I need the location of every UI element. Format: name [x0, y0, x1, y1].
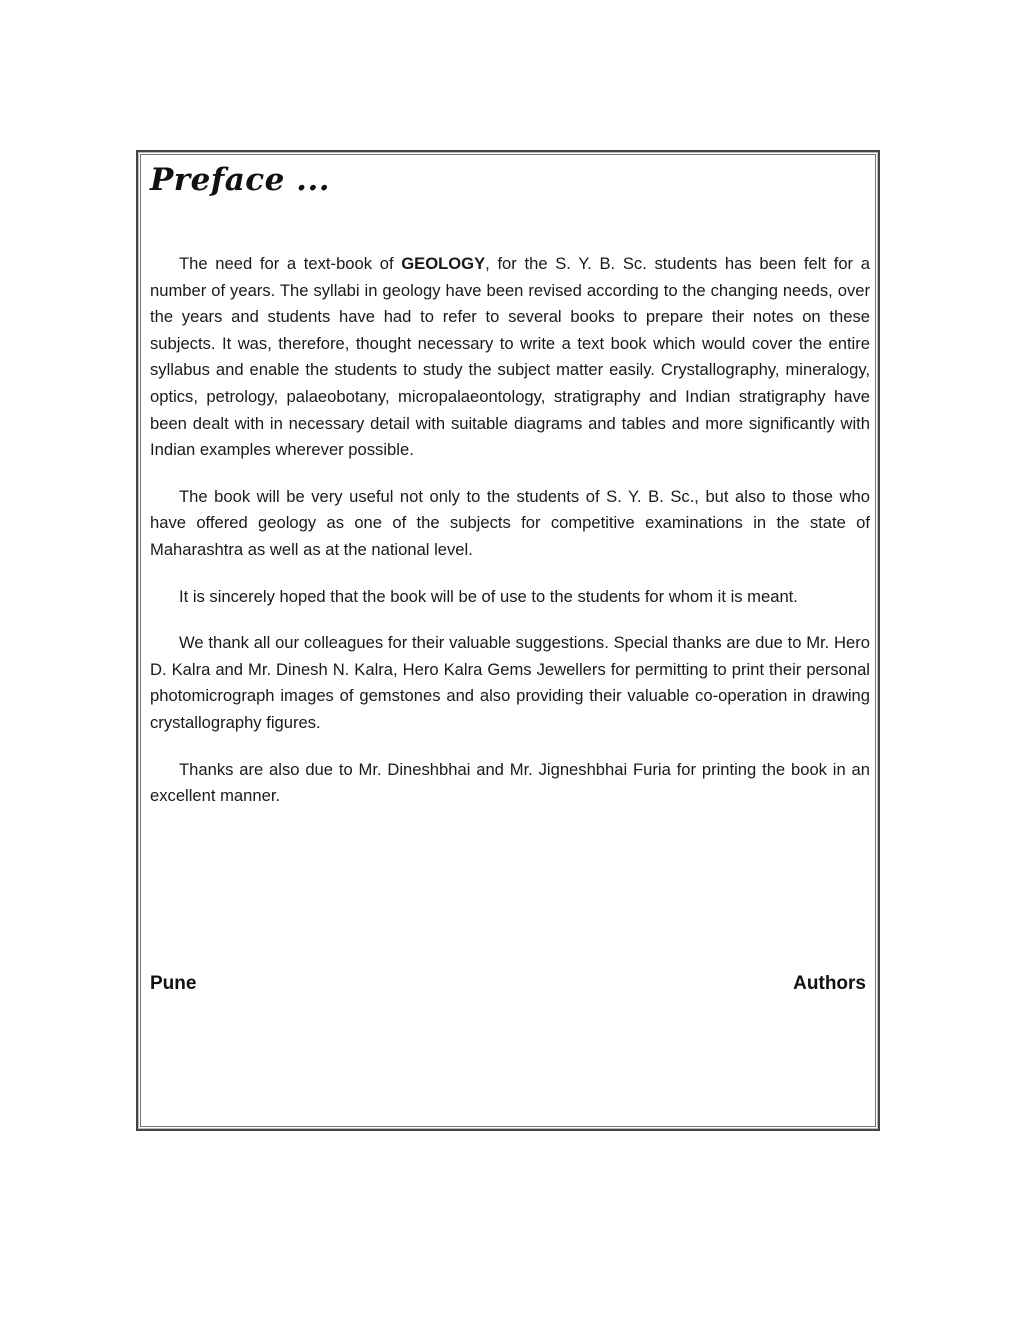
paragraph-4: We thank all our colleagues for their valuable suggestions. Special thanks are due to Mr. Hero D. Kalra and Mr. Dinesh N. Kalra, Hero Kalra Gems Jewellers for permitting to print their personal photomicrograph images of gemstones and also providing their valuable co-operation in drawing crystallography figures.	[150, 633, 870, 732]
paragraph-2: The book will be very useful not only to the students of S. Y. B. Sc., but also to those who have offered geology as one of the subjects for competitive examinations in the state of Maharashtra as well as at the national level.	[150, 486, 870, 559]
footer-place: Pune	[150, 973, 197, 994]
paragraph-1-start: The need for a text-book of	[179, 254, 402, 273]
paragraph-3: It is sincerely hoped that the book will be of use to the students for whom it is meant.	[179, 586, 798, 606]
paragraph-1-end: , for the S. Y. B. Sc. students has been felt for a number of years. The syllabi in geology have been revised according to the changing needs, over the years and students have had to refer to several books to prepare their notes on these subjects. It was, therefore, thought necessary to write a text book which would cover the entire syllabus and enable the students to study the subject matter easily. Crystallography, mineralogy, optics, petrology, palaeobotany, micropalaeontology, stratigraphy and Indian stratigraphy have been dealt with in necessary detail with suitable diagrams and tables and more significantly with Indian examples wherever possible.	[150, 254, 870, 460]
paragraph-5: Thanks are also due to Mr. Dineshbhai and Mr. Jigneshbhai Furia for printing the book in an excellent manner.	[150, 759, 870, 806]
footer-signature: Authors	[793, 973, 866, 994]
paragraph-1	[150, 251, 870, 464]
preface-body	[150, 251, 870, 830]
page-title: Preface ...	[150, 162, 331, 198]
paragraph-1-bold-term: GEOLOGY	[401, 254, 486, 273]
